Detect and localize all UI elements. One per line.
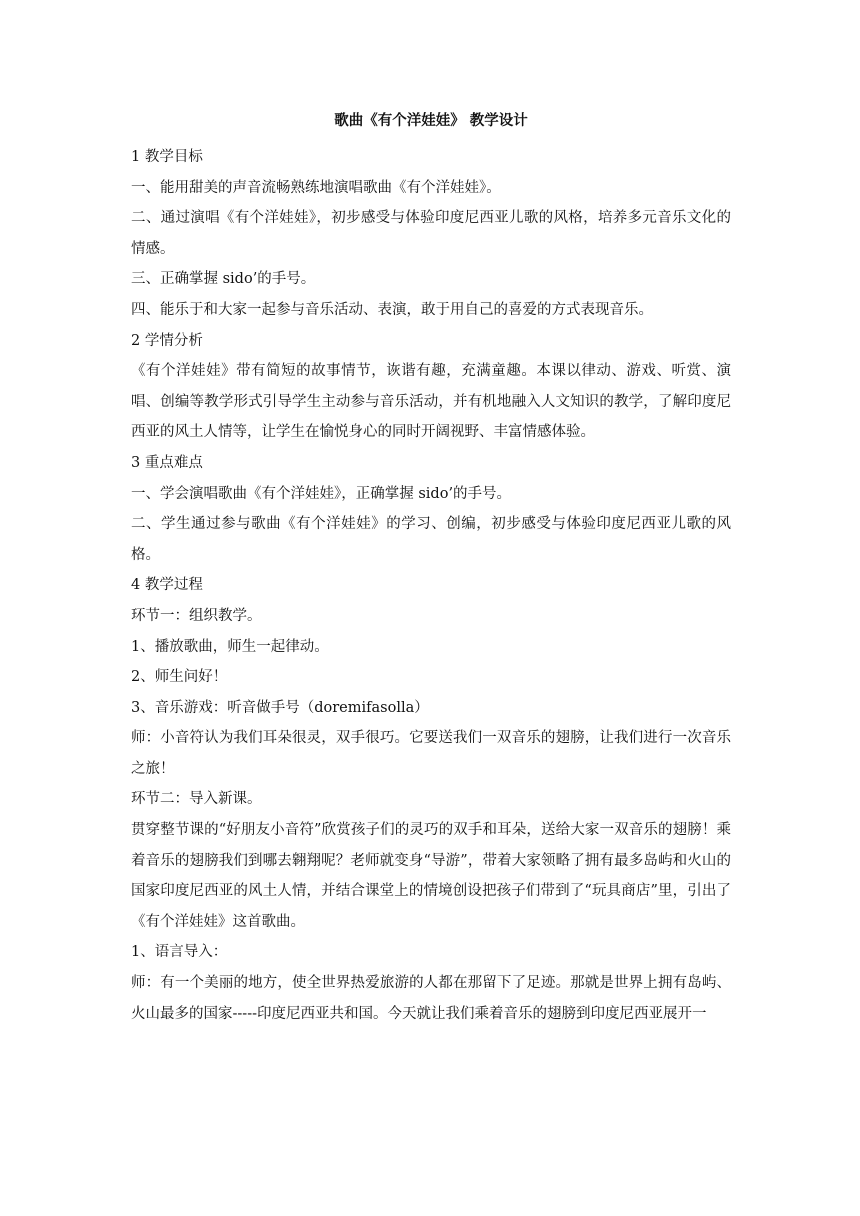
stage-1-step-1: 1、播放歌曲，师生一起律动。 [131, 638, 329, 655]
objective-2: 二、通过演唱《有个洋娃娃》，初步感受与体验印度尼西亚儿歌的风格，培养多元音乐文化的情感。 [131, 210, 731, 257]
teacher-dialogue-2: 师：有一个美丽的地方，使全世界热爱旅游的人都在那留下了足迹。那就是世界上拥有岛屿、火山最多的国家-----印度尼西亚共和国。今天就让我们乘着音乐的翅膀到印度尼西亚展开一 [131, 975, 731, 1022]
document-title: 歌曲《有个洋娃娃》 教学设计 [334, 112, 528, 129]
key-point-1: 一、学会演唱歌曲《有个洋娃娃》，正确掌握 sido’的手号。 [131, 485, 512, 502]
objective-4: 四、能乐于和大家一起参与音乐活动、表演，敢于用自己的喜爱的方式表现音乐。 [131, 301, 653, 318]
key-point-2: 二、学生通过参与歌曲《有个洋娃娃》的学习、创编，初步感受与体验印度尼西亚儿歌的风格。 [131, 516, 731, 563]
stage-2-summary: 贯穿整节课的“好朋友小音符”欣赏孩子们的灵巧的双手和耳朵，送给大家一双音乐的翅膀！乘着音乐的翅膀我们到哪去翱翔呢？老师就变身“导游”，带着大家领略了拥有最多岛屿和火山的国家印度尼西亚的风土人情，并结合课堂上的情境创设把孩子们带到了“玩具商店”里，引出了《有个洋娃娃》这首歌曲。 [131, 822, 731, 930]
objective-1: 一、能用甜美的声音流畅熟练地演唱歌曲《有个洋娃娃》。 [131, 179, 501, 196]
teacher-dialogue-1: 师：小音符认为我们耳朵很灵，双手很巧。它要送我们一双音乐的翅膀，让我们进行一次音乐之旅！ [131, 730, 731, 777]
stage-1-step-3: 3、音乐游戏：听音做手号（doremifasolla） [131, 699, 429, 716]
section-heading-process: 4 教学过程 [131, 577, 203, 594]
stage-1-heading: 环节一：组织教学。 [131, 607, 262, 624]
stage-2-step-1: 1、语言导入： [131, 944, 228, 961]
stage-2-heading: 环节二：导入新课。 [131, 791, 262, 808]
section-heading-objectives: 1 教学目标 [131, 149, 203, 165]
section-heading-analysis: 2 学情分析 [131, 332, 203, 349]
analysis-paragraph: 《有个洋娃娃》带有简短的故事情节，诙谐有趣，充满童趣。本课以律动、游戏、听赏、演唱、创编等教学形式引导学生主动参与音乐活动，并有机地融入人文知识的教学，了解印度尼西亚的风土人情等，让学生在愉悦身心的同时开阔视野、丰富情感体验。 [131, 363, 731, 441]
document-body [131, 106, 731, 1029]
objective-3: 三、正确掌握 sido’的手号。 [131, 271, 316, 288]
section-heading-key-points: 3 重点难点 [131, 454, 203, 471]
stage-1-step-2: 2、师生问好！ [131, 669, 228, 686]
